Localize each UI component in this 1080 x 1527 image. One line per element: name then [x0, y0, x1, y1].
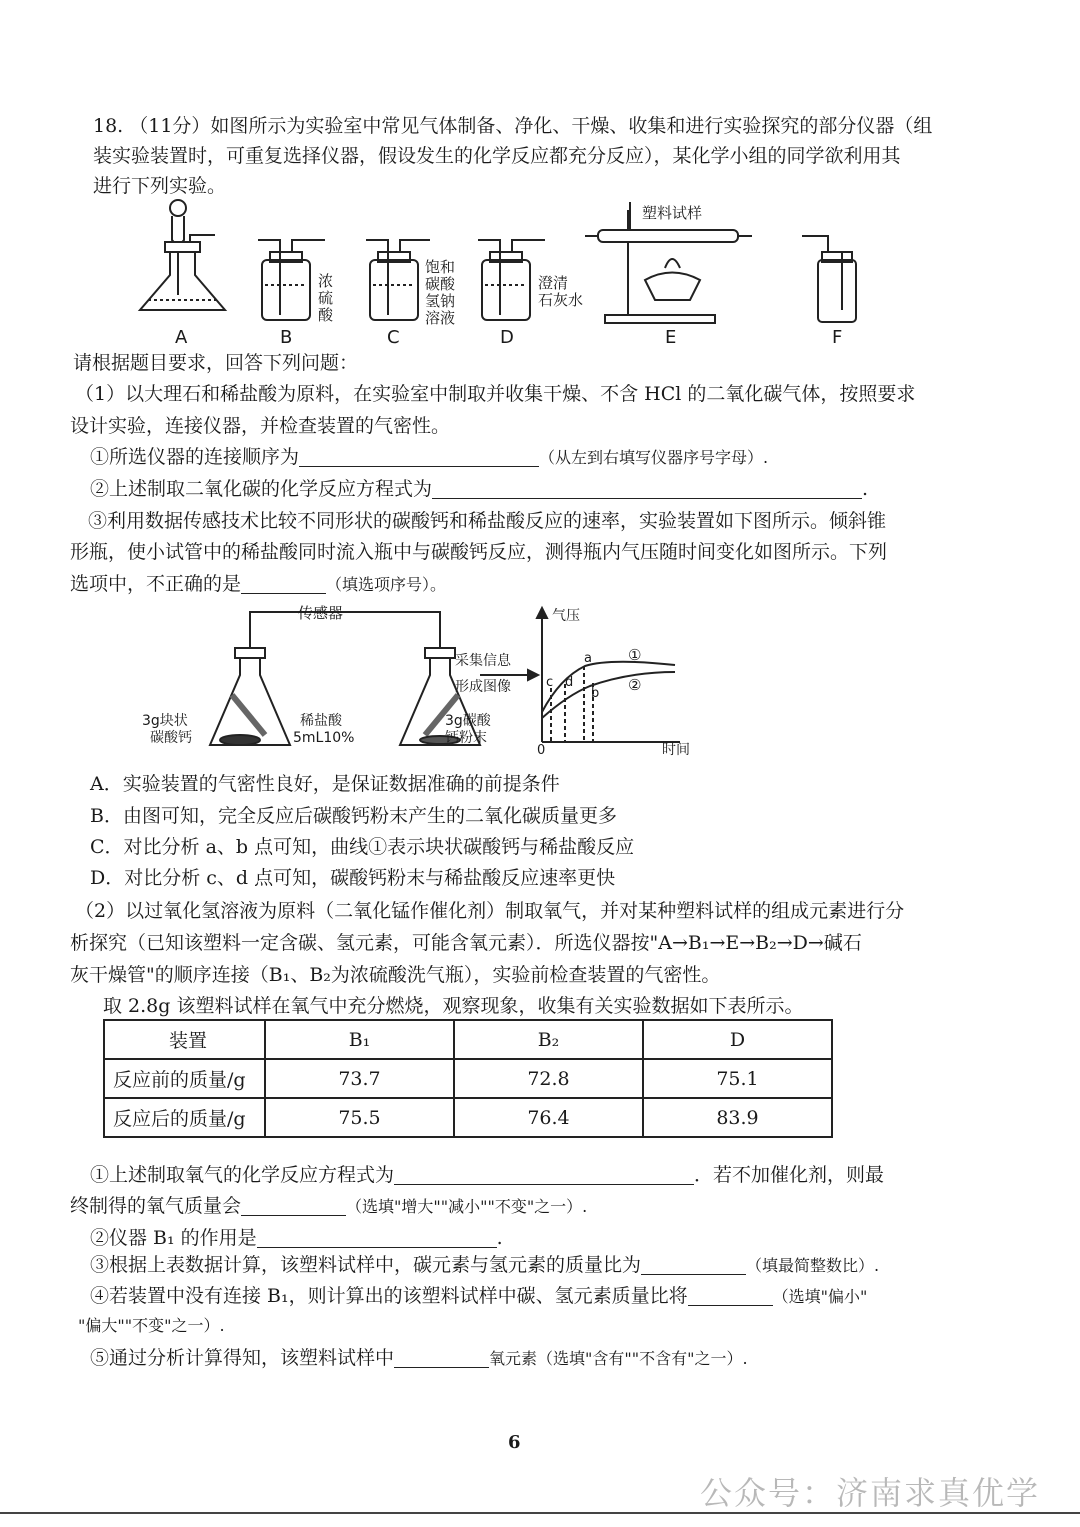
intro-text: 请根据题目要求，回答下列问题：: [73, 352, 359, 374]
part2-q4: [90, 1282, 867, 1311]
table-header-row: [104, 1020, 832, 1059]
part2-q1b-post: （选填"增大""减小""不变"之一）.: [346, 1197, 588, 1216]
part1-line-1: （1）以大理石和稀盐酸为原料，在实验室中制取并收集干燥、不含 HCl 的二氧化碳气体，按照要求: [75, 383, 916, 405]
table-row: [104, 1059, 832, 1098]
left-flask: [210, 648, 290, 745]
label-f: F: [832, 327, 843, 348]
right-label-2: 钙粉末: [445, 730, 487, 746]
table-header-cell: D: [643, 1020, 832, 1059]
table-row: [104, 1098, 832, 1137]
table-cell: 75.1: [643, 1059, 832, 1098]
label-b-text-3: 酸: [318, 306, 334, 324]
table-cell: 反应前的质量/g: [104, 1059, 265, 1098]
table-cell: 反应后的质量/g: [104, 1098, 265, 1137]
part2-q2: [90, 1224, 503, 1252]
part1-q2-pre: ②上述制取二氧化碳的化学反应方程式为: [90, 478, 433, 500]
point-a: a: [584, 651, 592, 666]
curve-2-label: ②: [628, 676, 642, 694]
part2-line-3: 灰干燥管"的顺序连接（B₁、B₂为浓硫酸洗气瓶），实验前检查装置的气密性。: [70, 964, 721, 986]
label-d-text-2: 石灰水: [538, 291, 584, 309]
label-a: A: [175, 327, 188, 348]
apparatus-a: [140, 200, 225, 310]
option-d: D．对比分析 c、d 点可知，碳酸钙粉末与稀盐酸反应速率更快: [90, 867, 616, 889]
apparatus-diagram: [0, 190, 1080, 350]
table-cell: 83.9: [643, 1098, 832, 1137]
answer-blank-2[interactable]: [432, 480, 862, 499]
apparatus-b: [258, 240, 325, 320]
part2-line-2: 析探究（已知该塑料一定含碳、氢元素，可能含氧元素）．所选仪器按"A→B₁→E→B₂→D→碱石: [70, 932, 862, 954]
answer-blank-7[interactable]: [641, 1256, 746, 1275]
label-b-text-1: 浓: [318, 272, 334, 290]
part1-q2-post: .: [862, 478, 869, 500]
label-d-text-1: 澄清: [538, 274, 569, 292]
part2-q2-post: .: [496, 1227, 503, 1249]
y-axis-label: 气压: [552, 608, 580, 624]
part2-q5: [90, 1344, 748, 1373]
answer-blank-1[interactable]: [299, 448, 539, 467]
watermark: 公众号：济南求真优学: [700, 1474, 1041, 1512]
label-c-text-4: 溶液: [425, 309, 456, 327]
question-line-1: 18. （11分）如图所示为实验室中常见气体制备、净化、干燥、收集和进行实验探究的部分仪器（组: [93, 115, 933, 137]
part2-q4-post: （选填"偏小": [772, 1287, 868, 1306]
part1-q3-line-2: 形瓶，使小试管中的稀盐酸同时流入瓶中与碳酸钙反应，测得瓶内气压随时间变化如图所示。下列: [70, 541, 888, 563]
part1-q3-pre: 选项中，不正确的是: [70, 573, 242, 595]
collect-label-1: 采集信息: [455, 653, 511, 669]
label-e: E: [665, 327, 677, 348]
collect-label-2: 形成图像: [455, 679, 511, 695]
apparatus-f: [802, 236, 856, 322]
table-cell: 73.7: [265, 1059, 454, 1098]
part2-q1b-pre: 终制得的氧气质量会: [70, 1195, 242, 1217]
part2-q5-pre: ⑤通过分析计算得知，该塑料试样中: [90, 1347, 395, 1369]
data-table: [103, 1019, 833, 1138]
question-line-3: 进行下列实验。: [93, 175, 227, 197]
acid-label-1: 稀盐酸: [300, 713, 342, 729]
part1-q1-pre: ①所选仪器的连接顺序为: [90, 446, 300, 468]
option-c: C．对比分析 a、b 点可知，曲线①表示块状碳酸钙与稀盐酸反应: [90, 836, 635, 858]
part2-q3-post: （填最简整数比）.: [746, 1256, 880, 1275]
part1-q1-post: （从左到右填写仪器序号字母）.: [539, 448, 769, 467]
curve-1-label: ①: [628, 646, 642, 664]
part2-q4b: "偏大""不变"之一）.: [78, 1316, 225, 1335]
label-c: C: [387, 327, 400, 348]
part2-q5-post: 氧元素（选填"含有""不含有"之一）.: [489, 1349, 748, 1368]
sensor-label: 传感器: [298, 604, 344, 622]
question-line-2: 装实验装置时，可重复选择仪器，假设发生的化学反应都充分反应），某化学小组的同学欲利用其: [93, 145, 901, 167]
left-label-2: 碳酸钙: [150, 730, 192, 746]
part2-line-1: （2）以过氧化氢溶液为原料（二氧化锰作催化剂）制取氧气，并对某种塑料试样的组成元素进行分: [75, 900, 905, 922]
part2-q4-pre: ④若装置中没有连接 B₁，则计算出的该塑料试样中碳、氢元素质量比将: [90, 1285, 688, 1307]
table-cell: 72.8: [454, 1059, 643, 1098]
part2-q1-pre: ①上述制取氧气的化学反应方程式为: [90, 1164, 395, 1186]
answer-blank-8[interactable]: [688, 1287, 773, 1306]
point-b: b: [591, 686, 600, 701]
bottom-divider: [0, 1512, 1080, 1514]
part1-q2: [90, 475, 868, 503]
part1-q3-post: （填选项序号）。: [326, 575, 447, 594]
table-header-cell: B₂: [454, 1020, 643, 1059]
answer-blank-4[interactable]: [394, 1166, 694, 1185]
label-c-text-3: 氢钠: [425, 292, 456, 310]
table-cell: 76.4: [454, 1098, 643, 1137]
part1-q3: [70, 570, 446, 599]
apparatus-c: [366, 240, 430, 320]
part1-line-2: 设计实验，连接仪器，并检查装置的气密性。: [70, 415, 451, 437]
part2-q2-pre: ②仪器 B₁ 的作用是: [90, 1227, 257, 1249]
answer-blank-9[interactable]: [394, 1349, 489, 1368]
part2-q1-post: ．若不加催化剂，则最: [694, 1164, 885, 1186]
part1-q1: [90, 443, 768, 472]
label-e-text: 塑料试样: [642, 204, 703, 222]
sensor-figure: [140, 600, 740, 760]
label-c-text-2: 碳酸: [425, 275, 456, 293]
label-d: D: [500, 327, 514, 348]
part2-q1b: [70, 1192, 587, 1221]
apparatus-d: [478, 240, 545, 320]
label-b-text-2: 硫: [318, 289, 334, 307]
answer-blank-5[interactable]: [241, 1197, 346, 1216]
right-label-1: 3g碳酸: [445, 713, 491, 729]
table-header-cell: 装置: [104, 1020, 265, 1059]
part1-q3-line-1: ③利用数据传感技术比较不同形状的碳酸钙和稀盐酸反应的速率，实验装置如下图所示。倾斜锥: [88, 510, 887, 532]
part2-line-4: 取 2.8g 该塑料试样在氧气中充分燃烧，观察现象，收集有关实验数据如下表所示。: [103, 995, 804, 1017]
option-b: B．由图可知，完全反应后碳酸钙粉末产生的二氧化碳质量更多: [90, 805, 617, 827]
point-c: c: [546, 675, 554, 690]
part2-q3-pre: ③根据上表数据计算，该塑料试样中，碳元素与氢元素的质量比为: [90, 1254, 642, 1276]
left-label-1: 3g块状: [142, 713, 188, 729]
answer-blank-6[interactable]: [257, 1229, 497, 1248]
origin-label: 0: [537, 743, 546, 758]
table-header-cell: B₁: [265, 1020, 454, 1059]
part2-q1: [90, 1161, 884, 1189]
acid-label-2: 5mL10%: [293, 730, 355, 746]
point-d: d: [565, 675, 574, 690]
option-a: A．实验装置的气密性良好，是保证数据准确的前提条件: [90, 773, 560, 795]
table-cell: 75.5: [265, 1098, 454, 1137]
page-number: 6: [508, 1432, 521, 1453]
x-axis-label: 时间: [662, 742, 690, 758]
label-b: B: [280, 327, 293, 348]
part2-q3: [90, 1251, 879, 1280]
label-c-text-1: 饱和: [425, 258, 456, 276]
answer-blank-3[interactable]: [241, 575, 326, 594]
